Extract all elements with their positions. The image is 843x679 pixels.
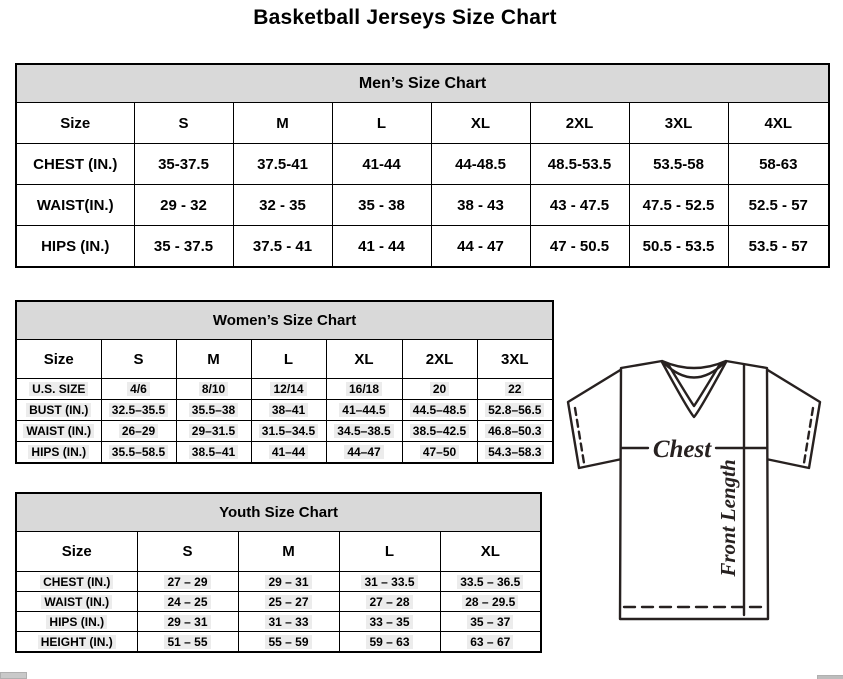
men-column-header: S [134,103,233,144]
women-cell: 38.5–41 [176,442,251,464]
youth-cell: 59 – 63 [339,632,440,653]
front-length-label: Front Length [716,459,740,577]
men-column-header: M [233,103,332,144]
scrollbar-fragment-right[interactable] [817,675,843,679]
women-cell: 38–41 [251,400,326,421]
men-cell: 44 - 47 [431,226,530,268]
women-table-row [16,421,553,442]
women-column-header: L [251,340,326,379]
women-cell: 32.5–35.5 [101,400,176,421]
women-cell: 44.5–48.5 [402,400,477,421]
women-cell: 38.5–42.5 [402,421,477,442]
men-cell: 53.5-58 [629,144,728,185]
youth-table-title: Youth Size Chart [16,493,541,532]
women-cell: 52.8–56.5 [477,400,553,421]
men-table-row [16,144,829,185]
men-row-label: HIPS (IN.) [16,226,134,268]
youth-cell: 33.5 – 36.5 [440,572,541,592]
youth-row-label: WAIST (IN.) [16,592,137,612]
women-cell: 41–44 [251,442,326,464]
youth-row-label: CHEST (IN.) [16,572,137,592]
men-cell: 47.5 - 52.5 [629,185,728,226]
men-cell: 35-37.5 [134,144,233,185]
youth-cell: 35 – 37 [440,612,541,632]
youth-cell: 29 – 31 [238,572,339,592]
men-cell: 41 - 44 [332,226,431,268]
youth-cell: 51 – 55 [137,632,238,653]
youth-cell: 33 – 35 [339,612,440,632]
men-cell: 50.5 - 53.5 [629,226,728,268]
men-column-header: Size [16,103,134,144]
youth-column-header: M [238,532,339,572]
youth-cell: 55 – 59 [238,632,339,653]
men-column-header: XL [431,103,530,144]
youth-cell: 27 – 28 [339,592,440,612]
youth-cell: 31 – 33.5 [339,572,440,592]
women-column-header: Size [16,340,101,379]
youth-column-header: Size [16,532,137,572]
men-cell: 37.5 - 41 [233,226,332,268]
youth-size-table [15,492,540,653]
women-cell: 4/6 [101,379,176,400]
men-cell: 35 - 37.5 [134,226,233,268]
womens-size-table [15,300,552,464]
women-cell: 31.5–34.5 [251,421,326,442]
men-table-row [16,185,829,226]
youth-column-header: S [137,532,238,572]
youth-table-row [16,572,541,592]
men-cell: 53.5 - 57 [728,226,829,268]
women-cell: 34.5–38.5 [326,421,402,442]
men-cell: 43 - 47.5 [530,185,629,226]
youth-table-row [16,592,541,612]
women-cell: 35.5–38 [176,400,251,421]
women-row-label: U.S. SIZE [16,379,101,400]
men-column-header: 3XL [629,103,728,144]
youth-table [15,492,542,653]
women-table-row [16,442,553,464]
women-cell: 46.8–50.3 [477,421,553,442]
women-cell: 44–47 [326,442,402,464]
youth-column-header: XL [440,532,541,572]
chest-measure-label: Chest [652,436,712,463]
men-column-header: L [332,103,431,144]
women-column-header: 2XL [402,340,477,379]
women-row-label: WAIST (IN.) [16,421,101,442]
women-cell: 20 [402,379,477,400]
men-cell: 52.5 - 57 [728,185,829,226]
youth-table-row [16,612,541,632]
youth-column-header: L [339,532,440,572]
page-title: Basketball Jerseys Size Chart [253,6,557,29]
mens-size-table [15,63,828,268]
women-column-header: 3XL [477,340,553,379]
men-column-header: 2XL [530,103,629,144]
jersey-measurement-diagram [558,358,842,636]
men-cell: 35 - 38 [332,185,431,226]
women-cell: 54.3–58.3 [477,442,553,464]
women-cell: 12/14 [251,379,326,400]
men-table-title: Men’s Size Chart [16,64,829,103]
women-cell: 22 [477,379,553,400]
men-cell: 48.5-53.5 [530,144,629,185]
men-table-row [16,226,829,268]
women-column-header: XL [326,340,402,379]
women-table-row [16,400,553,421]
youth-cell: 63 – 67 [440,632,541,653]
men-cell: 32 - 35 [233,185,332,226]
jersey-body-outline [620,361,768,619]
men-cell: 37.5-41 [233,144,332,185]
men-table [15,63,830,268]
jersey-left-sleeve [568,369,622,468]
women-table [15,300,554,464]
men-row-label: CHEST (IN.) [16,144,134,185]
women-table-row [16,379,553,400]
men-cell: 38 - 43 [431,185,530,226]
men-cell: 41-44 [332,144,431,185]
women-cell: 26–29 [101,421,176,442]
women-row-label: HIPS (IN.) [16,442,101,464]
women-cell: 41–44.5 [326,400,402,421]
youth-cell: 31 – 33 [238,612,339,632]
men-row-label: WAIST(IN.) [16,185,134,226]
youth-cell: 25 – 27 [238,592,339,612]
women-cell: 47–50 [402,442,477,464]
jersey-right-sleeve [766,369,820,468]
youth-row-label: HEIGHT (IN.) [16,632,137,653]
women-cell: 29–31.5 [176,421,251,442]
youth-cell: 27 – 29 [137,572,238,592]
men-cell: 47 - 50.5 [530,226,629,268]
women-column-header: M [176,340,251,379]
men-column-header: 4XL [728,103,829,144]
women-column-header: S [101,340,176,379]
youth-cell: 24 – 25 [137,592,238,612]
youth-row-label: HIPS (IN.) [16,612,137,632]
youth-table-row [16,632,541,653]
men-cell: 58-63 [728,144,829,185]
women-cell: 8/10 [176,379,251,400]
men-cell: 44-48.5 [431,144,530,185]
women-table-title: Women’s Size Chart [16,301,553,340]
women-cell: 16/18 [326,379,402,400]
men-cell: 29 - 32 [134,185,233,226]
scrollbar-fragment-left[interactable] [0,672,27,679]
youth-cell: 29 – 31 [137,612,238,632]
women-cell: 35.5–58.5 [101,442,176,464]
youth-cell: 28 – 29.5 [440,592,541,612]
women-row-label: BUST (IN.) [16,400,101,421]
